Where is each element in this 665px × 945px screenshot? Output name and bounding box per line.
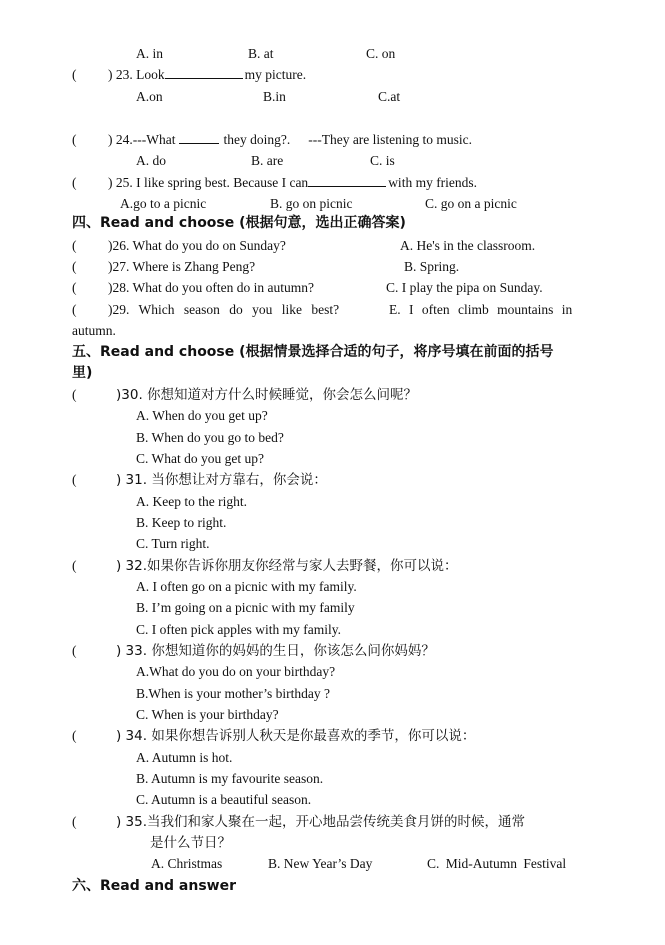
q24-option-a: A. do: [136, 153, 166, 168]
q23-stem-start: ) 23. Look: [108, 67, 165, 82]
q22-option-b: B. at: [248, 46, 274, 61]
q25-option-c: C. go on a picnic: [425, 196, 517, 211]
section5-title-line1: 五、Read and choose (根据情景选择合适的句子，将序号填在前面的括号: [72, 344, 554, 360]
q35-option-a: A. Christmas: [151, 856, 223, 871]
q25-blank: [308, 174, 386, 187]
q23-option-c: C.at: [378, 89, 401, 104]
q25-stem-end: with my friends.: [388, 175, 478, 190]
q33-option-c: C. When is your birthday?: [136, 707, 279, 722]
q24-option-b: B. are: [251, 153, 284, 168]
q23-option-b: B.in: [263, 89, 286, 104]
q26-question: )26. What do you do on Sunday?: [108, 238, 286, 253]
q29-answer-continued: autumn.: [72, 323, 116, 338]
q24-stem-end: ---They are listening to music.: [308, 132, 473, 147]
q30-option-a: A. When do you get up?: [136, 408, 268, 423]
q34-paren: (: [72, 728, 77, 743]
q24-stem-start: ) 24.---What: [108, 132, 176, 147]
q34-option-b: B. Autumn is my favourite season.: [136, 771, 324, 786]
q35-option-c: C. Mid-Autumn Festival: [427, 856, 567, 871]
q28-paren: (: [72, 280, 77, 295]
q32-option-c: C. I often pick apples with my family.: [136, 622, 341, 637]
q31-option-a: A. Keep to the right.: [136, 494, 247, 509]
q35-stem-line1: ) 35.当我们和家人聚在一起，开心地品尝传统美食月饼的时候，通常: [116, 814, 526, 830]
q26-answer: A. He's in the classroom.: [400, 238, 536, 253]
q28-answer: C. I play the pipa on Sunday.: [386, 280, 543, 295]
q27-question: )27. Where is Zhang Peng?: [108, 259, 256, 274]
q31-option-c: C. Turn right.: [136, 536, 210, 551]
q22-option-a: A. in: [136, 46, 163, 61]
q25-stem-start: ) 25. I like spring best. Because I can: [108, 175, 309, 190]
q27-paren: (: [72, 259, 77, 274]
q25-stem: [108, 174, 477, 192]
q33-option-b: B.When is your mother’s birthday ?: [136, 686, 330, 701]
q23-blank: [165, 66, 243, 79]
q32-option-a: A. I often go on a picnic with my family.: [136, 579, 357, 594]
q24-paren: (: [72, 132, 77, 147]
q25-option-a: A.go to a picnic: [120, 196, 207, 211]
q30-stem: )30. 你想知道对方什么时候睡觉，你会怎么问呢？: [116, 387, 418, 403]
q31-option-b: B. Keep to right.: [136, 515, 227, 530]
q23-option-a: A.on: [136, 89, 163, 104]
q24-blank: [179, 131, 219, 144]
section4-title: 四、Read and choose (根据句意，选出正确答案): [72, 215, 406, 231]
q32-option-b: B. I’m going on a picnic with my family: [136, 600, 355, 615]
q26-paren: (: [72, 238, 77, 253]
q33-stem: ) 33. 你想知道你的妈妈的生日，你该怎么问你妈妈？: [116, 643, 435, 659]
section5-title-line2: 里): [72, 365, 93, 381]
q25-option-b: B. go on picnic: [270, 196, 353, 211]
q30-option-b: B. When do you go to bed?: [136, 430, 284, 445]
q22-option-c: C. on: [366, 46, 396, 61]
q32-stem: ) 32.如果你告诉你朋友你经常与家人去野餐，你可以说：: [116, 558, 458, 574]
q29-paren: (: [72, 302, 77, 317]
q23-stem-end: my picture.: [244, 67, 307, 82]
q31-stem: ) 31. 当你想让对方靠右，你会说：: [116, 472, 327, 488]
q35-stem-line2: 是什么节日？: [150, 835, 231, 851]
q24-stem: [108, 131, 472, 149]
q29-answer: E. I often climb mountains in: [389, 302, 573, 317]
q34-option-a: A. Autumn is hot.: [136, 750, 233, 765]
q25-paren: (: [72, 175, 77, 190]
q23-stem: [108, 66, 306, 84]
q23-paren: (: [72, 67, 77, 82]
q27-answer: B. Spring.: [404, 259, 460, 274]
q30-option-c: C. What do you get up?: [136, 451, 264, 466]
q24-option-c: C. is: [370, 153, 395, 168]
q34-option-c: C. Autumn is a beautiful season.: [136, 792, 312, 807]
q29-question: )29. Which season do you like best?: [108, 302, 340, 317]
q32-paren: (: [72, 558, 77, 573]
q28-question: )28. What do you often do in autumn?: [108, 280, 314, 295]
q35-option-b: B. New Year’s Day: [268, 856, 373, 871]
q31-paren: (: [72, 472, 77, 487]
q34-stem: ) 34. 如果你想告诉别人秋天是你最喜欢的季节，你可以说：: [116, 728, 476, 744]
q33-option-a: A.What do you do on your birthday?: [136, 664, 336, 679]
section6-title: 六、Read and answer: [72, 878, 237, 894]
q30-paren: (: [72, 387, 77, 402]
q35-paren: (: [72, 814, 77, 829]
q33-paren: (: [72, 643, 77, 658]
q24-stem-mid: they doing?.: [223, 132, 291, 147]
